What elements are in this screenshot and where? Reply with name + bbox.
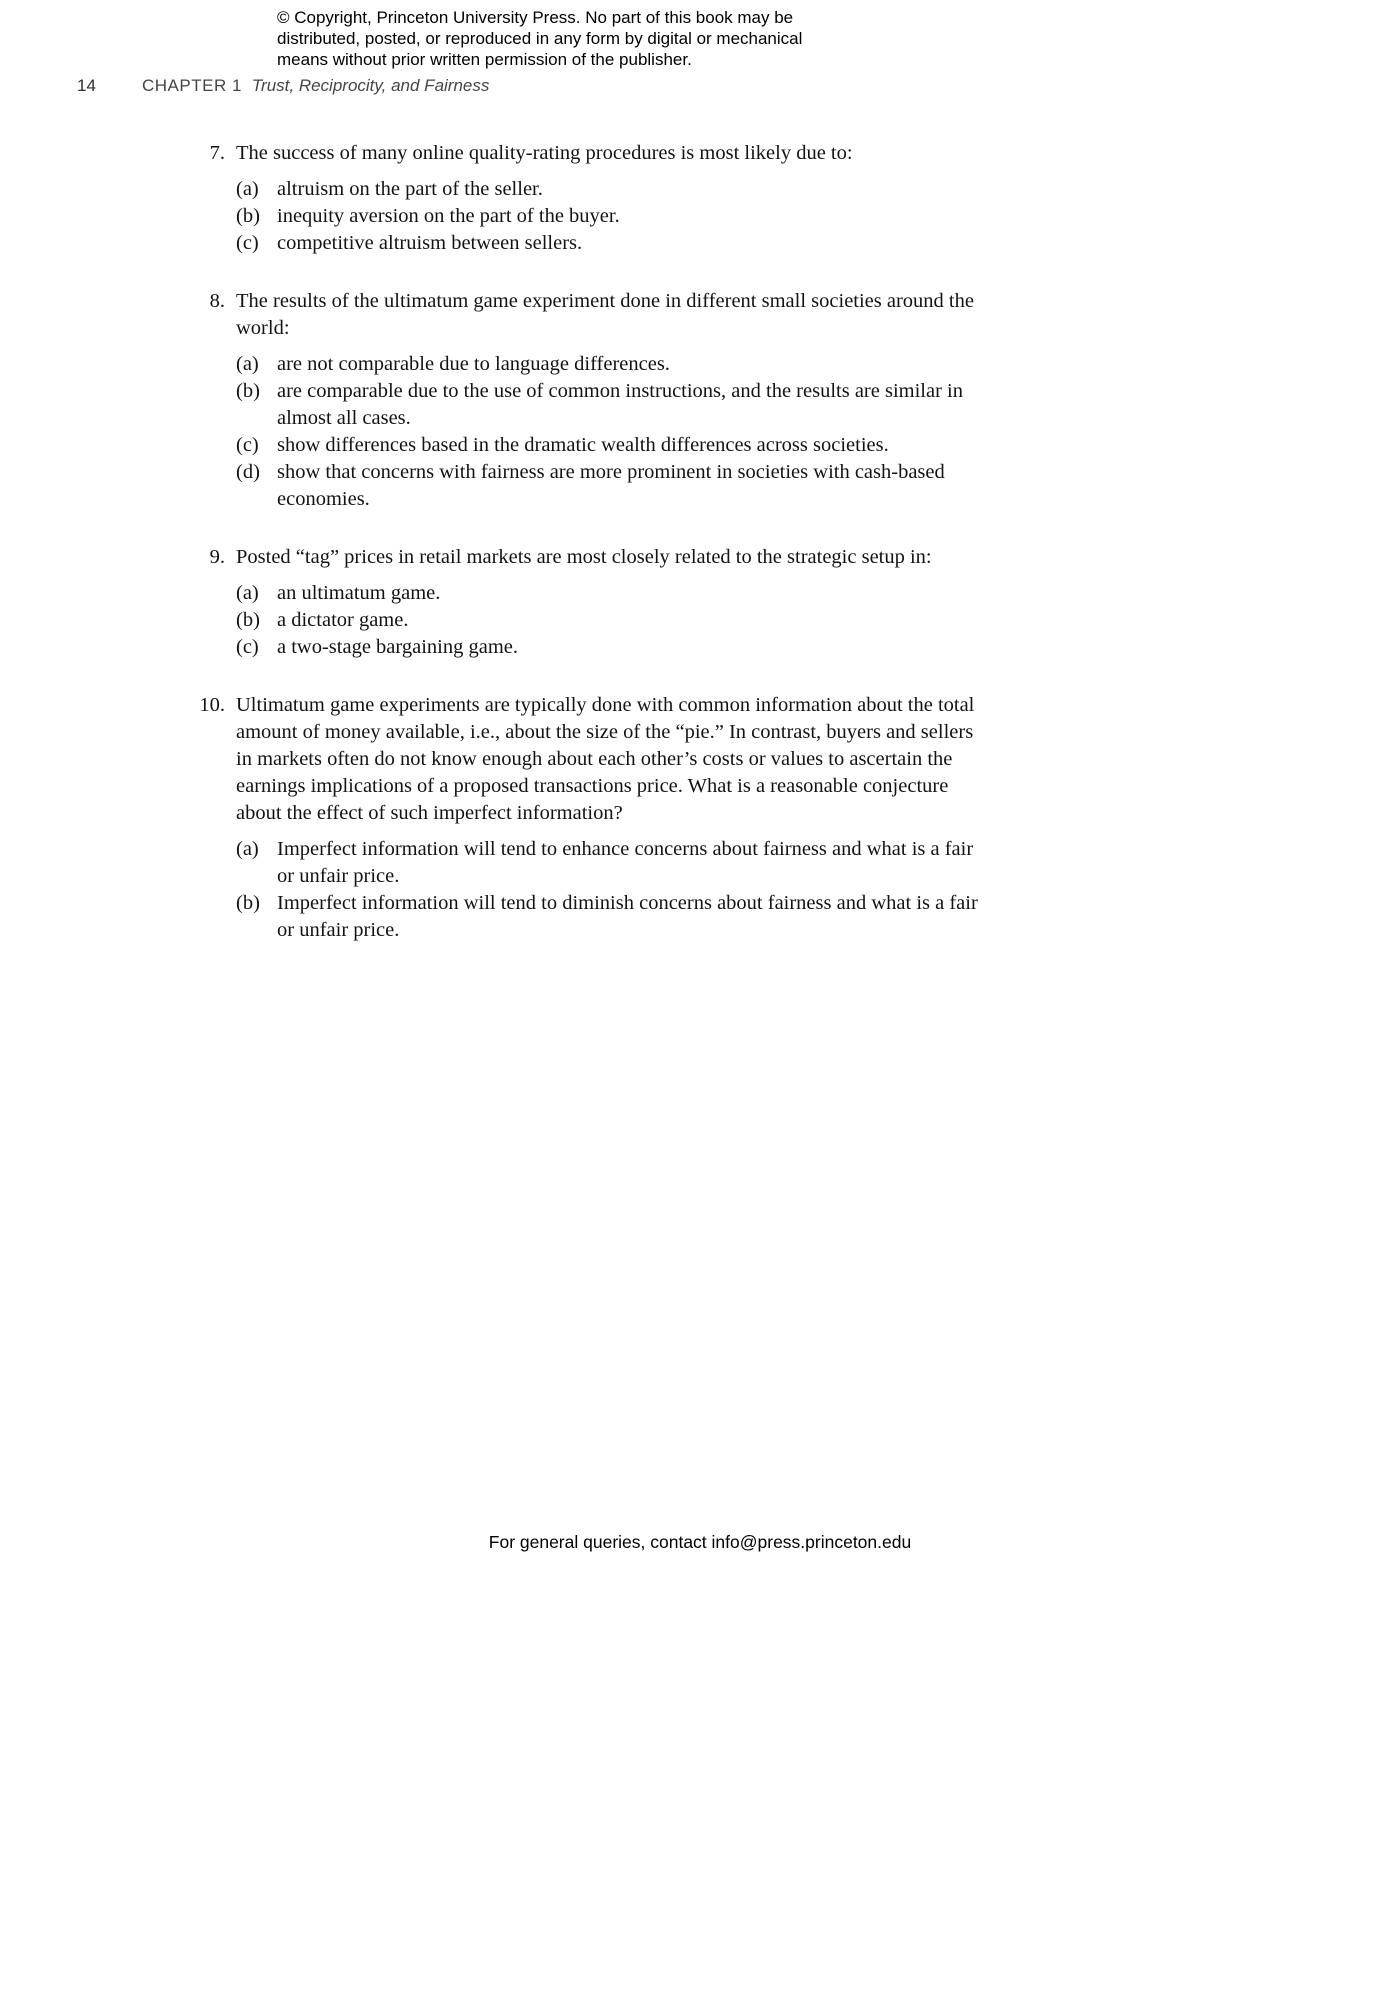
copyright-notice (277, 7, 802, 70)
question (0, 288, 1400, 513)
question-gutter (225, 140, 236, 257)
answer-option (236, 351, 984, 378)
option-text: altruism on the part of the seller. (277, 178, 543, 200)
question-body (236, 140, 984, 257)
answer-option (236, 230, 984, 257)
option-text: a dictator game. (277, 609, 409, 631)
question-number: 10. (199, 694, 225, 716)
question-body (236, 692, 984, 944)
option-letter: (a) (236, 178, 259, 200)
questions-list (0, 140, 1400, 975)
option-text: competitive altruism between sellers. (277, 232, 583, 254)
question-text: The success of many online quality-rating procedures is most likely due to: (236, 142, 853, 164)
option-letter: (b) (236, 380, 260, 402)
option-text: are not comparable due to language differences. (277, 353, 670, 375)
answer-option (236, 432, 984, 459)
answer-option (236, 607, 984, 634)
question-body (236, 288, 984, 513)
chapter-title: Trust, Reciprocity, and Fairness (251, 76, 490, 95)
question-text: Posted “tag” prices in retail markets are most closely related to the strategic setup in: (236, 546, 932, 568)
option-text: an ultimatum game. (277, 582, 441, 604)
option-letter: (c) (236, 636, 259, 658)
option-letter: (b) (236, 609, 260, 631)
question-text: The results of the ultimatum game experiment done in different small societies around the world: (236, 290, 974, 339)
answer-options (236, 580, 984, 661)
option-letter: (a) (236, 582, 259, 604)
option-text: show that concerns with fairness are more prominent in societies with cash-based economies. (277, 461, 945, 510)
question-number: 8. (209, 290, 225, 312)
option-text: show differences based in the dramatic wealth differences across societies. (277, 434, 889, 456)
answer-option (236, 378, 984, 432)
question (0, 692, 1400, 944)
answer-option (236, 176, 984, 203)
option-letter: (c) (236, 232, 259, 254)
answer-options (236, 351, 984, 513)
option-letter: (a) (236, 353, 259, 375)
question-gutter (225, 544, 236, 661)
question-number: 9. (209, 546, 225, 568)
question-number: 7. (209, 142, 225, 164)
answer-options (236, 836, 984, 944)
page-number: 14 (77, 76, 96, 95)
question-text: Ultimatum game experiments are typically done with common information about the total amount of money available, i.e., about the size of the “pie.” In contrast, buyers and sellers in markets often do not know enough about each other’s costs or values to ascertain the earnings implications of a proposed transactions price. What is a reasonable conjecture about the effect of such imperfect information? (236, 694, 975, 824)
option-letter: (c) (236, 434, 259, 456)
answer-option (236, 580, 984, 607)
page-header (77, 76, 489, 96)
answer-option (236, 890, 984, 944)
answer-option (236, 836, 984, 890)
option-letter: (b) (236, 205, 260, 227)
option-text: a two-stage bargaining game. (277, 636, 518, 658)
copyright-line: © Copyright, Princeton University Press. No part of this book may be (277, 8, 794, 27)
chapter-label: CHAPTER 1 (142, 76, 242, 95)
answer-option (236, 203, 984, 230)
question (0, 140, 1400, 257)
answer-options (236, 176, 984, 257)
option-text: Imperfect information will tend to diminish concerns about fairness and what is a fair or unfair price. (277, 892, 978, 941)
page-footer: For general queries, contact info@press.princeton.edu (488, 1532, 912, 1552)
answer-option (236, 459, 984, 513)
copyright-line: distributed, posted, or reproduced in any form by digital or mechanical (277, 29, 803, 48)
question (0, 544, 1400, 661)
question-body (236, 544, 984, 661)
option-letter: (a) (236, 838, 259, 860)
copyright-line: means without prior written permission of the publisher. (277, 50, 692, 69)
option-letter: (d) (236, 461, 260, 483)
question-gutter (225, 288, 236, 513)
option-text: inequity aversion on the part of the buyer. (277, 205, 620, 227)
answer-option (236, 634, 984, 661)
option-text: are comparable due to the use of common instructions, and the results are similar in almost all cases. (277, 380, 963, 429)
option-letter: (b) (236, 892, 260, 914)
question-gutter (225, 692, 236, 944)
option-text: Imperfect information will tend to enhance concerns about fairness and what is a fair or unfair price. (277, 838, 974, 887)
